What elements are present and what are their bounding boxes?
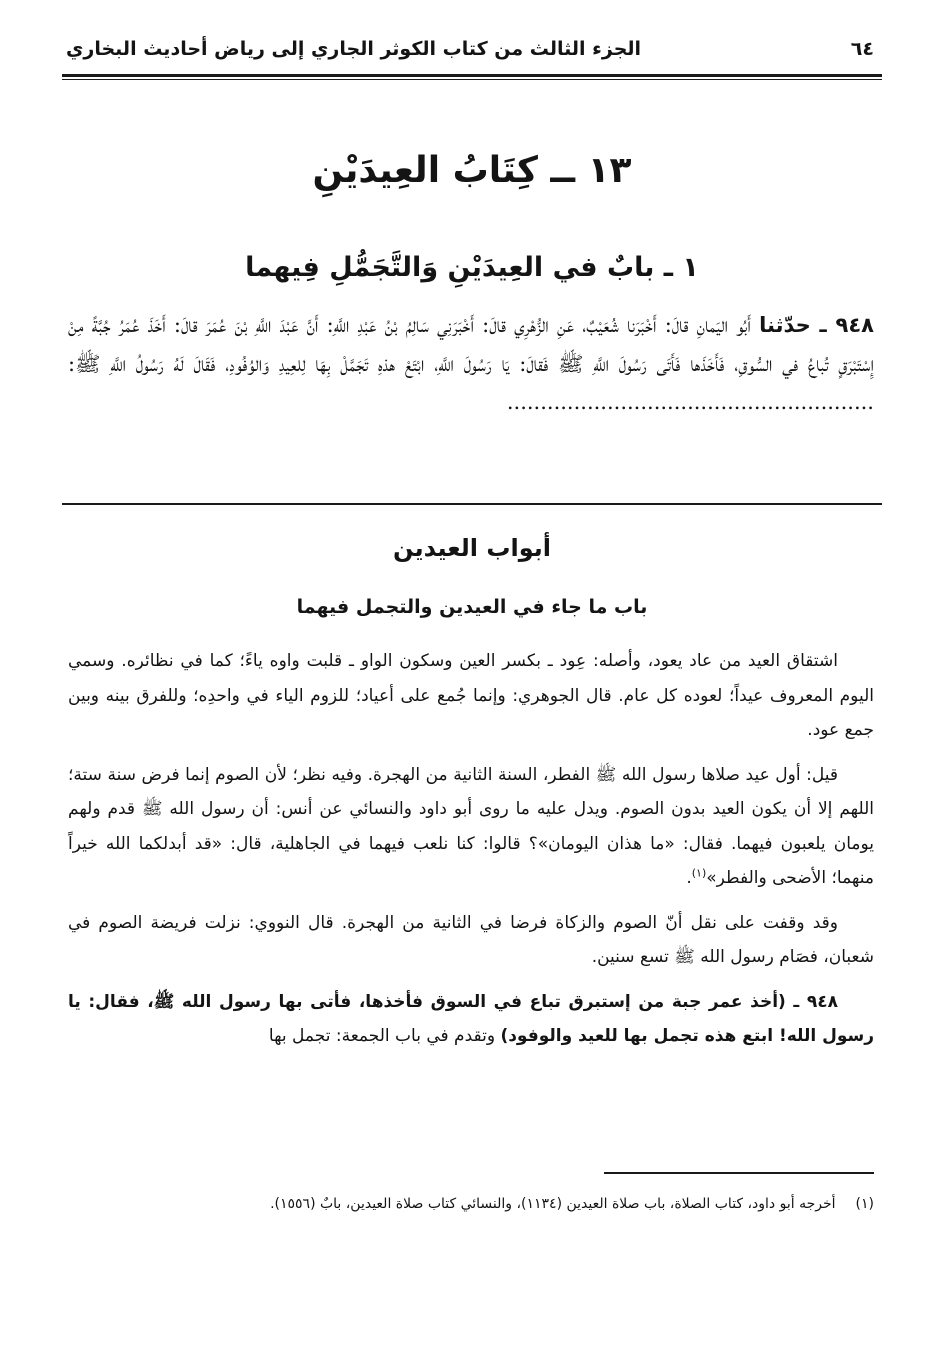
commentary-paragraph: اشتقاق العيد من عاد يعود، وأصله: عِود ـ بكسر العين وسكون الواو ـ قلبت واوه ياءً؛ كما في نظائره. وسمي اليوم المعروف عيداً؛ لعوده كل عام. قال الجوهري: وإنما جُمع على أعياد؛ للزوم الياء في واحدِه؛ وللفرق بينه وبين جمع عود. (68, 651, 874, 740)
hadith-quote: ٩٤٨ ـ (أخذ عمر جبة من إستبرق تباع في السوق فأخذها، فأتى بها رسول الله ﷺ، فقال: يا رسول الله! ابتع هذه تجمل بها للعيد والوفود) (68, 991, 874, 1046)
footnote-rule (604, 1172, 874, 1174)
section-divider (62, 503, 882, 505)
commentary-paragraph (68, 758, 874, 896)
book-title: ١٣ ــ كِتَابُ العِيدَيْنِ (312, 150, 632, 191)
hadith-ellipsis: ....................................................... (506, 390, 874, 414)
footnote-number: (١) (855, 1196, 874, 1212)
chapter-title: ١ ـ بابٌ في العِيدَيْنِ وَالتَّجَمُّلِ فِيهما (245, 252, 699, 283)
section-title: أبواب العيدين (392, 534, 552, 562)
footnote-reference: (١) (691, 866, 707, 880)
sub-title: باب ما جاء في العيدين والتجمل فيهما (296, 596, 648, 618)
header-rule (62, 74, 882, 77)
footnote-text: أخرجه أبو داود، كتاب الصلاة، باب صلاة العيدين (١١٣٤)، والنسائي كتاب صلاة العيدين، بابٌ (١٥٥٦). (270, 1196, 836, 1212)
commentary (68, 644, 874, 1064)
paragraph-end: . (686, 868, 692, 888)
hadith-body: أَبُو اليَمانِ قالَ: أَخْبَرَنا شُعَيْبٌ، عَنِ الزُّهْرِي قالَ: أَخْبَرَنِي سَالِمُ بْنُ عَبْدِ اللَّهِ: أَنَّ عَبْدَ اللَّهِ بْنَ عُمَرَ قالَ: أَخَذَ عُمَرُ جُبَّةً مِنْ إِسْتَبْرَقٍ تُباعُ في السُّوقِ، فَأَخَذَها فَأَتَى رَسُولَ اللَّهِ ﷺ فَقالَ: يَا رَسُولَ اللَّهِ، ابْتَعْ هذهِ تَجَمَّلْ بِهَا لِلعِيدِ وَالوُفُودِ، فَقَالَ لَهُ رَسُولُ اللَّهِ ﷺ: (68, 313, 874, 376)
running-title: الجزء الثالث من كتاب الكوثر الجاري إلى رياض أحاديث البخاري (66, 38, 642, 60)
footnote (68, 1190, 874, 1218)
commentary-paragraph: وقد وقفت على نقل أنّ الصوم والزكاة فرضا في الثانية من الهجرة. قال النووي: نزلت فريضة الصوم في شعبان، فصَام رسول الله ﷺ تسع سنين. (68, 912, 874, 967)
commentary-paragraph-text: قيل: أول عيد صلاها رسول الله ﷺ الفطر، السنة الثانية من الهجرة. وفيه نظر؛ لأن الصوم إنما فرض سنة ستة؛ اللهم إلا أن يكون العيد بدون الصوم. ويدل عليه ما روى أبو داود والنسائي عن أنس: أن رسول الله ﷺ قدم ولهم يومان يلعبون فيهما. فقال: «ما هذان اليومان»؟ قالوا: كنا نلعب فيهما في الجاهلية، قال: «قد أبدلكما الله خيراً منهما؛ الأضحى والفطر» (68, 764, 874, 888)
hadith-lead: ٩٤٨ ـ حدّثنا (759, 313, 874, 337)
commentary-paragraph-text: وتقدم في باب الجمعة: تجمل بها (268, 1026, 496, 1046)
page-number: ٦٤ (850, 38, 874, 60)
hadith-text (68, 306, 874, 422)
commentary-paragraph (68, 985, 874, 1054)
running-header (66, 30, 874, 68)
